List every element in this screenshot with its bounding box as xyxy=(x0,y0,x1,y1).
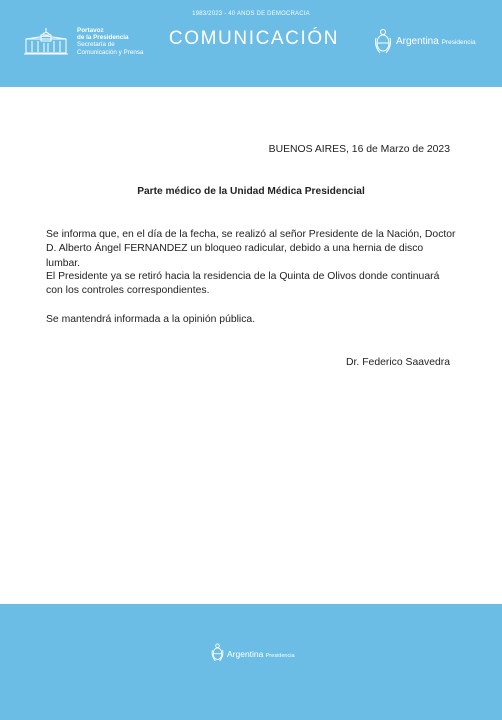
org-line-2: de la Presidencia xyxy=(77,34,129,42)
brand-name: Argentina xyxy=(396,36,439,47)
header-title: COMUNICACIÓN xyxy=(168,28,340,49)
paragraph-2 xyxy=(46,270,456,299)
spokesperson-logo xyxy=(22,27,162,59)
democracy-tagline: 1983/2023 - 40 AÑOS DE DEMOCRACIA xyxy=(192,11,310,17)
footer-brand-text xyxy=(227,649,295,659)
document-title: Parte médico de la Unidad Médica Presidencial xyxy=(137,186,365,197)
casa-rosada-icon xyxy=(22,27,70,57)
letterhead-header xyxy=(0,0,502,87)
footer-brand-name: Argentina xyxy=(227,649,264,659)
footer-coat-of-arms-icon xyxy=(211,642,224,664)
document-body xyxy=(0,87,502,604)
paragraph-2-line-1: El Presidente ya se retiró hacia la residencia de la Quinta de Olivos donde continuará xyxy=(46,271,440,282)
paragraph-1 xyxy=(46,228,456,271)
footer-brand-sub: Presidencia xyxy=(265,653,295,659)
brand-sub: Presidencia xyxy=(441,39,476,46)
paragraph-1-line-1: Se informa que, en el día de la fecha, se realizó al señor Presidente de la Nación, Doctor xyxy=(46,229,456,240)
document-date: BUENOS AIRES, 16 de Marzo de 2023 xyxy=(268,144,450,155)
letterhead-footer xyxy=(0,604,502,720)
paragraph-3: Se mantendrá informada a la opinión pública. xyxy=(46,314,256,325)
org-line-4: Comunicación y Prensa xyxy=(77,48,144,56)
org-line-1: Portavoz xyxy=(77,27,104,34)
signature: Dr. Federico Saavedra xyxy=(346,357,450,368)
org-line-3: Secretaría de xyxy=(77,41,115,49)
argentina-brand-text xyxy=(396,36,476,47)
paragraph-2-line-2: con los controles correspondientes. xyxy=(46,285,210,297)
spokesperson-office-name xyxy=(77,27,172,56)
paragraph-1-line-2: D. Alberto Ángel FERNANDEZ un bloqueo radicular, debido a una hernia de disco lumbar. xyxy=(46,243,424,269)
coat-of-arms-icon xyxy=(374,28,392,56)
